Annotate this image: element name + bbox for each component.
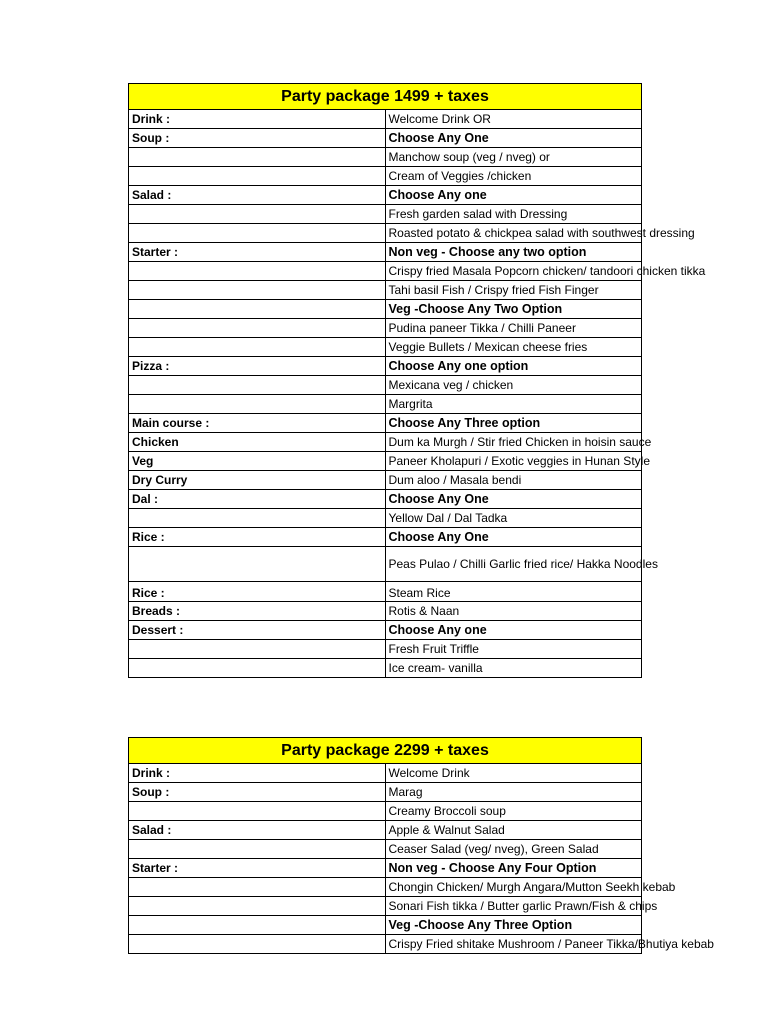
choice-heading: Non veg - Choose Any Four Option (385, 859, 642, 878)
choice-heading: Choose Any One (385, 490, 642, 509)
menu-row (129, 281, 642, 300)
course-label: Main course : (129, 414, 386, 433)
course-label (129, 224, 386, 243)
menu-item: Welcome Drink OR (385, 110, 642, 129)
choice-heading: Veg -Choose Any Three Option (385, 916, 642, 935)
menu-row (129, 148, 642, 167)
package-title-row (129, 84, 642, 110)
menu-item: Welcome Drink (385, 764, 642, 783)
menu-row (129, 186, 642, 205)
menu-row (129, 802, 642, 821)
menu-row (129, 395, 642, 414)
course-label: Veg (129, 452, 386, 471)
menu-row (129, 357, 642, 376)
menu-row (129, 859, 642, 878)
menu-row (129, 433, 642, 452)
course-label (129, 148, 386, 167)
choice-heading: Veg -Choose Any Two Option (385, 300, 642, 319)
menu-row (129, 640, 642, 659)
menu-item: Peas Pulao / Chilli Garlic fried rice/ Hakka Noodles (385, 547, 642, 582)
menu-row (129, 659, 642, 678)
menu-item: Manchow soup (veg / nveg) or (385, 148, 642, 167)
menu-item: Crispy fried Masala Popcorn chicken/ tandoori chicken tikka (385, 262, 642, 281)
course-label: Dal : (129, 490, 386, 509)
course-label: Breads : (129, 602, 386, 621)
course-label (129, 509, 386, 528)
choice-heading: Choose Any One (385, 528, 642, 547)
course-label (129, 802, 386, 821)
course-label (129, 395, 386, 414)
menu-item: Chongin Chicken/ Murgh Angara/Mutton Seekh kebab (385, 878, 642, 897)
course-label (129, 897, 386, 916)
package-title: Party package 2299 + taxes (129, 738, 642, 764)
course-label (129, 262, 386, 281)
menu-row (129, 338, 642, 357)
menu-item: Paneer Kholapuri / Exotic veggies in Hunan Style (385, 452, 642, 471)
course-label (129, 878, 386, 897)
menu-item: Creamy Broccoli soup (385, 802, 642, 821)
course-label (129, 840, 386, 859)
course-label: Soup : (129, 129, 386, 148)
menu-row (129, 582, 642, 602)
course-label: Drink : (129, 110, 386, 129)
course-label: Rice : (129, 582, 386, 602)
course-label (129, 300, 386, 319)
course-label: Chicken (129, 433, 386, 452)
course-label: Starter : (129, 859, 386, 878)
course-label (129, 281, 386, 300)
choice-heading: Choose Any One (385, 129, 642, 148)
course-label (129, 167, 386, 186)
course-label (129, 659, 386, 678)
package-title-row (129, 738, 642, 764)
menu-row (129, 471, 642, 490)
menu-item: Apple & Walnut Salad (385, 821, 642, 840)
menu-row (129, 129, 642, 148)
menu-row (129, 300, 642, 319)
menu-item: Rotis & Naan (385, 602, 642, 621)
menu-row (129, 783, 642, 802)
menu-row (129, 205, 642, 224)
menu-item: Pudina paneer Tikka / Chilli Paneer (385, 319, 642, 338)
menu-item: Ceaser Salad (veg/ nveg), Green Salad (385, 840, 642, 859)
menu-item: Tahi basil Fish / Crispy fried Fish Finger (385, 281, 642, 300)
menu-row (129, 840, 642, 859)
menu-item: Fresh garden salad with Dressing (385, 205, 642, 224)
package-1499-table (128, 83, 706, 678)
menu-row (129, 528, 642, 547)
menu-item: Steam Rice (385, 582, 642, 602)
menu-item: Cream of Veggies /chicken (385, 167, 642, 186)
menu-row (129, 262, 642, 281)
menu-row (129, 821, 642, 840)
menu-item: Dum aloo / Masala bendi (385, 471, 642, 490)
menu-row (129, 110, 642, 129)
package-title: Party package 1499 + taxes (129, 84, 642, 110)
menu-row (129, 224, 642, 243)
menu-row (129, 319, 642, 338)
menu-row (129, 602, 642, 621)
menu-item: Fresh Fruit Triffle (385, 640, 642, 659)
course-label: Dessert : (129, 621, 386, 640)
course-label: Salad : (129, 186, 386, 205)
course-label: Dry Curry (129, 471, 386, 490)
choice-heading: Choose Any one (385, 621, 642, 640)
course-label: Rice : (129, 528, 386, 547)
menu-item: Sonari Fish tikka / Butter garlic Prawn/Fish & chips (385, 897, 642, 916)
menu-row (129, 621, 642, 640)
menu-item: Crispy Fried shitake Mushroom / Paneer Tikka/Bhutiya kebab (385, 935, 642, 954)
menu-row (129, 376, 642, 395)
menu-item: Roasted potato & chickpea salad with southwest dressing (385, 224, 642, 243)
course-label: Pizza : (129, 357, 386, 376)
course-label: Soup : (129, 783, 386, 802)
menu-item: Yellow Dal / Dal Tadka (385, 509, 642, 528)
menu-row (129, 764, 642, 783)
menu-row (129, 878, 642, 897)
course-label: Salad : (129, 821, 386, 840)
menu-item: Ice cream- vanilla (385, 659, 642, 678)
course-label: Starter : (129, 243, 386, 262)
menu-row (129, 490, 642, 509)
course-label (129, 935, 386, 954)
choice-heading: Choose Any Three option (385, 414, 642, 433)
course-label: Drink : (129, 764, 386, 783)
choice-heading: Non veg - Choose any two option (385, 243, 642, 262)
choice-heading: Choose Any one option (385, 357, 642, 376)
menu-row (129, 897, 642, 916)
course-label (129, 319, 386, 338)
menu-row (129, 935, 642, 954)
menu-item: Veggie Bullets / Mexican cheese fries (385, 338, 642, 357)
package-2299-table (128, 737, 714, 954)
menu-row (129, 916, 642, 935)
menu-row (129, 452, 642, 471)
course-label (129, 916, 386, 935)
menu-item: Margrita (385, 395, 642, 414)
menu-item: Marag (385, 783, 642, 802)
course-label (129, 376, 386, 395)
menu-item: Dum ka Murgh / Stir fried Chicken in hoisin sauce (385, 433, 642, 452)
menu-item: Mexicana veg / chicken (385, 376, 642, 395)
menu-row (129, 509, 642, 528)
menu-row (129, 547, 642, 582)
menu-row (129, 414, 642, 433)
menu-row (129, 167, 642, 186)
course-label (129, 547, 386, 582)
course-label (129, 640, 386, 659)
choice-heading: Choose Any one (385, 186, 642, 205)
menu-row (129, 243, 642, 262)
course-label (129, 205, 386, 224)
course-label (129, 338, 386, 357)
